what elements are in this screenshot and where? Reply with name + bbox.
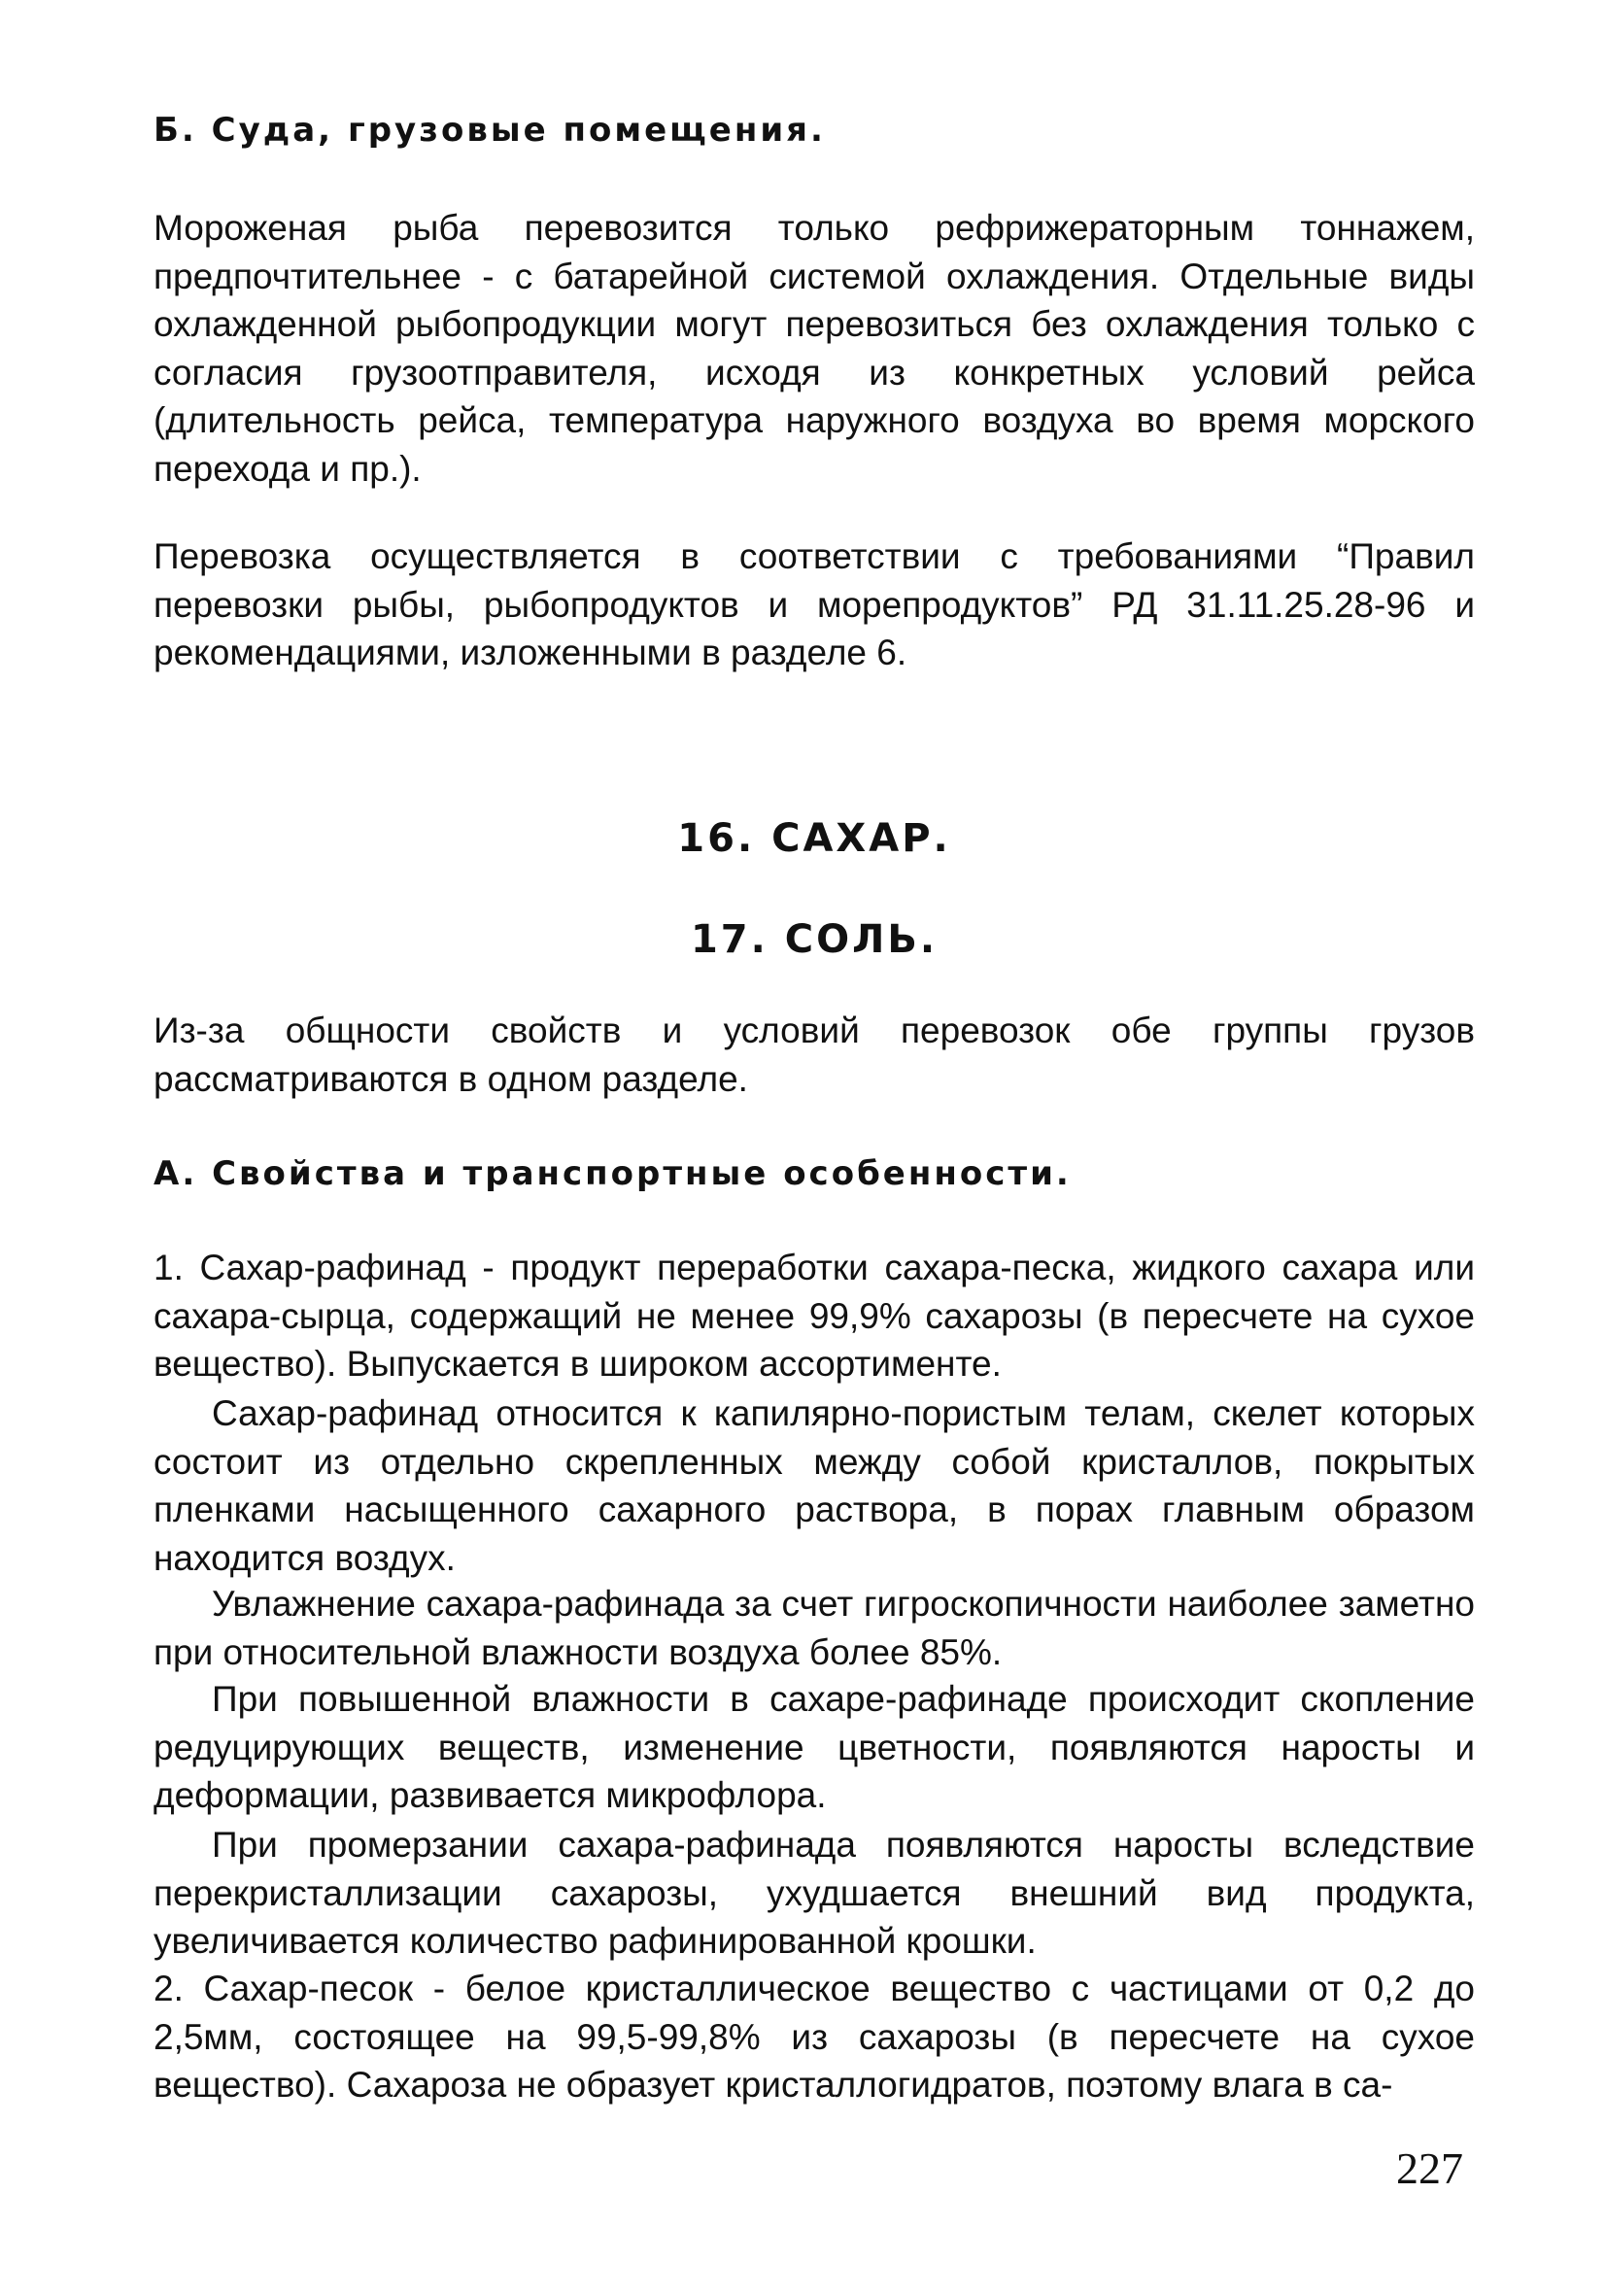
page-number: 227 — [1396, 2143, 1463, 2193]
section-a-heading: А. Свойства и транспортные особенности. — [154, 1154, 1072, 1193]
chapter-17-title: 17. СОЛЬ. — [690, 917, 939, 962]
section-b-paragraph-1: Мороженая рыба перевозится только рефрижераторным тоннажем, предпочтительнее - с батарейной системой охлаждения. Отдельные виды охлажденной рыбопродукции могут перевозиться без охлаждения только с согласия грузоотправителя, исходя из конкретных условий рейса (длительность рейса, температура наружного воздуха во время морского перехода и пр.). — [154, 208, 1475, 489]
document-page — [154, 0, 1475, 2296]
section-b-heading: Б. Суда, грузовые помещения. — [154, 111, 826, 150]
section-a-paragraph-2: Сахар-рафинад относится к капилярно-пористым телам, скелет которых состоит из отдельно скрепленных между собой кристаллов, покрытых пленками насыщенного сахарного раствора, в порах главным образом находится воздух. — [154, 1393, 1475, 1578]
section-b-paragraph-2: Перевозка осуществляется в соответствии с требованиями “Правил перевозки рыбы, рыбопродуктов и морепродуктов” РД 31.11.25.28-96 и рекомендациями, изложенными в разделе 6. — [154, 536, 1475, 672]
section-a-paragraph-6: 2. Сахар-песок - белое кристаллическое вещество с частицами от 0,2 до 2,5мм, состоящее на 99,5-99,8% из сахарозы (в пересчете на сухое вещество). Сахароза не образует кристаллогидратов, поэтому влага в са- — [154, 1969, 1475, 2105]
section-a-paragraph-3: Увлажнение сахара-рафинада за счет гигроскопичности наиболее заметно при относительной влажности воздуха более 85%. — [154, 1584, 1475, 1672]
chapter-17-intro: Из-за общности свойств и условий перевозок обе группы грузов рассматриваются в одном разделе. — [154, 1011, 1475, 1099]
section-a-paragraph-1: 1. Сахар-рафинад - продукт переработки сахара-песка, жидкого сахара или сахара-сырца, содержащий не менее 99,9% сахарозы (в пересчете на сухое вещество). Выпускается в широком ассортименте. — [154, 1248, 1475, 1384]
section-a-paragraph-5: При промерзании сахара-рафинада появляются наросты вследствие перекристаллизации сахарозы, ухудшается внешний вид продукта, увеличивается количество рафинированной крошки. — [154, 1825, 1475, 1961]
chapter-16-title: 16. САХАР. — [677, 816, 951, 861]
section-a-paragraph-4: При повышенной влажности в сахаре-рафинаде происходит скопление редуцирующих веществ, изменение цветности, появляются наросты и деформации, развивается микрофлора. — [154, 1679, 1475, 1815]
